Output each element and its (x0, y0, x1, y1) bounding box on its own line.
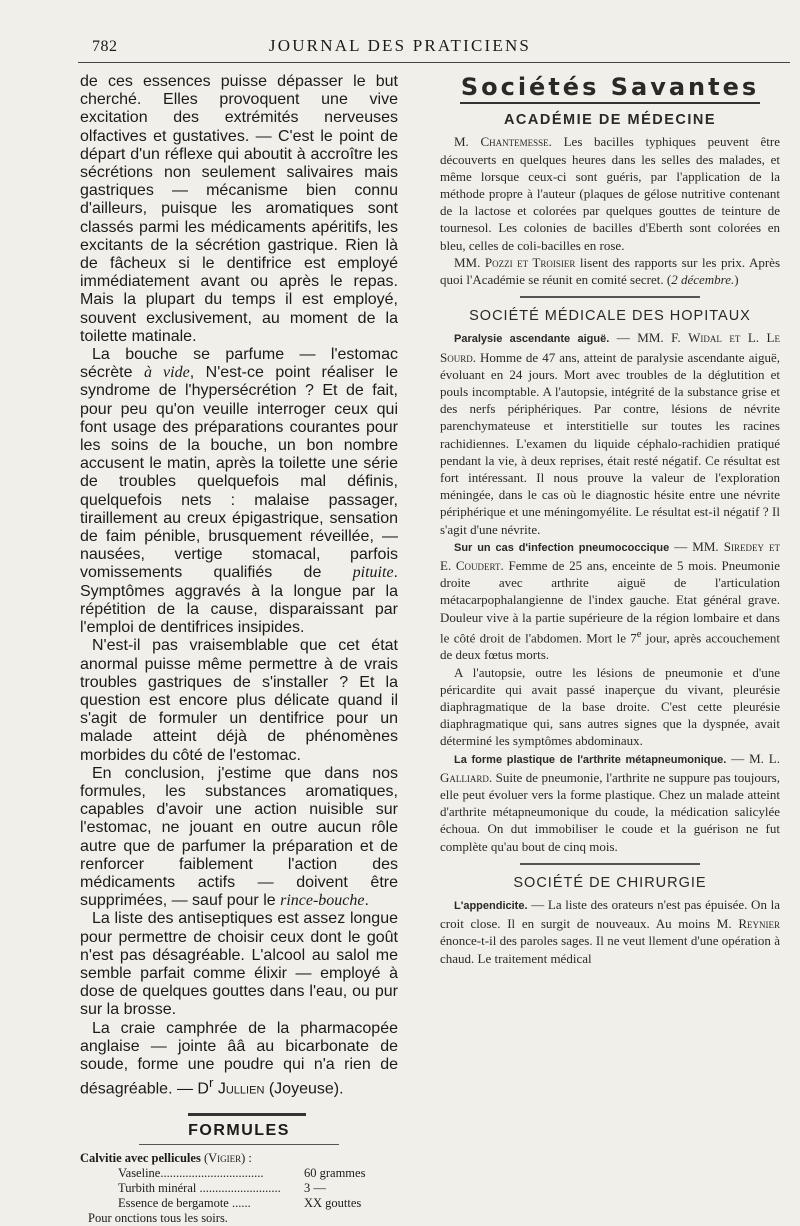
separator (520, 296, 700, 298)
paragraph: L'appendicite. — La liste des orateurs n'est pas épuisée. On la croit close. Il en surgit de nouveaux. Au moins M. Reynier énonce-t-il des paroles sages. Il ne veut llement d'une opération à chaud. Le traitement médical (440, 897, 780, 966)
formules-rule (188, 1113, 306, 1116)
separator (520, 863, 700, 865)
header-rule (78, 62, 790, 63)
journal-title: JOURNAL DES PRATICIENS (268, 36, 532, 55)
left-column (80, 73, 398, 1226)
paragraph: La bouche se parfume — l'estomac sécrète à vide, N'est-ce point réaliser le syndrome de l'hypersécrétion ? Et de fait, pour peu qu'on veuille interroger ceux qui font usage des préparations courantes pour les soins de la bouche, un bon nombre accusent le matin, après la toilette une série de troubles quelquefois mal définis, quelquefois nets : malaise passager, tiraillement au creux épigastrique, sensation de faim pénible, brusquement réveillée, — nausées, vertige stomacal, parfois vomissements qualifiés de pituite. Symptômes aggravés à la longue par la répétition de la cause, disparaissant par l'emploi de dentifrices insipides. (80, 346, 398, 637)
formula-heading: Calvitie avec pellicules (Vigier) : (80, 1150, 252, 1165)
page-number: 782 (92, 38, 118, 55)
paragraph: La liste des antiseptiques est assez longue pour permettre de choisir ceux dont le goût n'est pas désagréable. L'alcool au salol me semble parfait comme élixir — employé à dose de quelques gouttes dans l'eau, ou pur sur la brosse. (80, 910, 398, 1019)
formula-footnote: Pour onctions tous les soirs. (88, 1210, 228, 1225)
ingredient-row: Turbith minéral .......................... 3 — (118, 1180, 326, 1195)
academie-heading: ACADÉMIE DE MÉDECINE (503, 112, 717, 129)
formules-heading: FORMULES (188, 1121, 290, 1139)
paragraph: N'est-il pas vraisemblable que cet état anormal puisse même permettre à de vrais troubles gastriques de s'installer ? Et la question est encore plus délicate quand il s'agit de formuler un dentifrice pour un malade atteint déjà de phénomènes morbides du côté de l'estomac. (80, 637, 398, 764)
formula (80, 1151, 398, 1226)
paragraph: de ces essences puisse dépasser le but cherché. Elles provoquent une vive excitation des extrémités nerveuses olfactives et gustatives. — C'est le point de départ d'un réflexe qui aboutit à accroître les sécrétions non seulement salivaires mais gastriques — mécanisme bien connu d'ailleurs, puisque les aromatiques sont classés parmi les médicaments apéritifs, les excitants de la sécrétion gastrique. Rien là de fâcheux si le dentifrice est employé immédiatement avant ou après le repas. Mais la plupart du temps il est employé, souvent exclusivement, au moment de la toilette matinale. (80, 73, 398, 345)
formules-underline (139, 1144, 339, 1145)
ingredient-row: Essence de bergamote ...... XX gouttes (118, 1195, 362, 1210)
paragraph: La craie camphrée de la pharmacopée anglaise — jointe ââ au bicarbonate de soude, forme une poudre qui n'a rien de désagréable. — $D^r$ Jullien (Joyeuse). (80, 1019, 398, 1098)
paragraph: Sur un cas d'infection pneumococcique — MM. Siredey et E. Coudert. Femme de 25 ans, enceinte de 5 mois. Pneumonie droite avec arthrite aiguë de l'articulation métacarpophalangienne de l'index gauche. Etat général grave. Douleur vive à la partie supérieure de la région lombaire et dans le côté droit de l'abdomen. Mort le 7e jour, après accouchement de deux fœtus morts. (440, 538, 780, 663)
section-rule (460, 102, 760, 104)
running-header (0, 34, 800, 58)
hopitaux-heading: SOCIÉTÉ MÉDICALE DES HOPITAUX (469, 308, 751, 325)
ingredient-row: Vaseline................................. 60 grammes (118, 1165, 366, 1180)
paragraph: Paralysie ascendante aiguë. — MM. F. Widal et L. Le Sourd. Homme de 47 ans, atteint de paralysie ascendante aiguë, évoluant en 24 jours. Mort avec troubles de la déglutition et pouls incomptable. A l'autopsie, intégrité de la substance grise et des nerfs périphériques. Par contre, lésions de névrite parenchymateuse et interstitielle sur toutes les racines rachidiennes. L'examen du liquide céphalo-rachidien pratiqué pendant la vie, à deux reprises, était resté négatif. Ce résultat est fort intéressant. Il nous prouve la valeur de l'exploration méningée, dans le cas où le diagnostic hésite entre une névrite périphérique et une méningomyélite. Le résultat est-il négatif ? Il s'agit d'une névrite. (440, 330, 780, 537)
section-title: Sociétés Savantes (460, 73, 760, 101)
paragraph: MM. Pozzi et Troisier lisent des rapports sur les prix. Après quoi l'Académie se réunit en comité secret. (2 décembre.) (440, 254, 780, 288)
paragraph: La forme plastique de l'arthrite métapneumonique. — M. L. Galliard. Suite de pneumonie, l'arthrite ne suppure pas toujours, elle peut évoluer vers la forme plastique. Chez un malade atteint d'arthrite métapneumonique du coude, la médication salicylée échoua. On dut immobiliser le coude et la guérison ne fut complète qu'au bout de cinq mois. (440, 750, 780, 854)
paragraph: M. Chantemesse. Les bacilles typhiques peuvent être découverts en quelques heures dans les selles des malades, et même lorsque ceux-ci sont guéris, par l'application de la méthode propre à l'auteur (plaques de gélose nutritive contenant de la lactose et colorées par quelques gouttes de teinture de tournesol. Les colonies de bacilles d'Eberth sont colorées en bleu, celles de coli-bacilles en rose. (440, 134, 780, 253)
chirurgie-heading: SOCIÉTÉ DE CHIRURGIE (513, 874, 707, 891)
paragraph: A l'autopsie, outre les lésions de pneumonie et d'une péricardite qui avait passé inaperçue du vivant, pleurésie diaphragmatique de la base droite. C'est cette pleurésie diaphragmatique qui, sans autres signes que la dyspnée, avait déterminé les symptômes abdominaux. (440, 664, 780, 749)
paragraph: En conclusion, j'estime que dans nos formules, les substances aromatiques, capables d'avoir une action nuisible sur l'estomac, ne jouant en outre aucun rôle autre que de parfumer la préparation et de renforcer faiblement l'action des médicaments actifs — doivent être supprimées, — sauf pour le rince-bouche. (80, 764, 398, 910)
right-column (440, 73, 780, 967)
